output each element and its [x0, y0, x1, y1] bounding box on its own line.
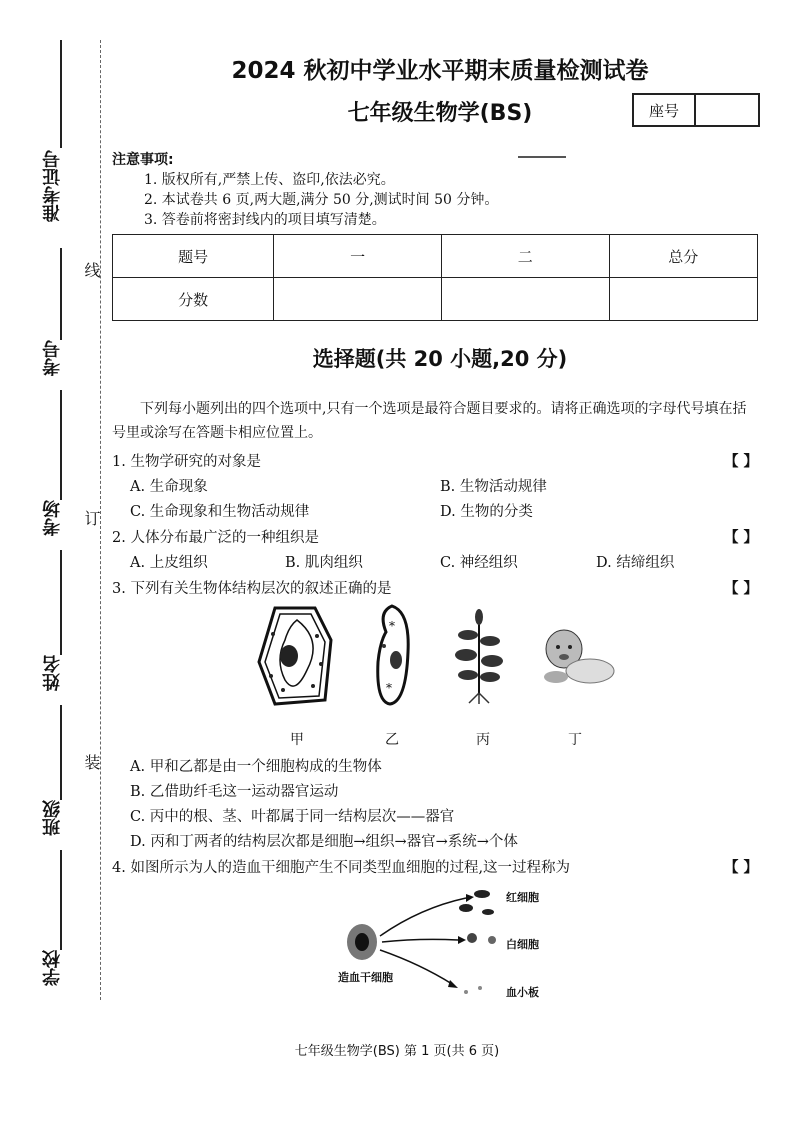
option-b: B. 生物活动规律 — [440, 479, 547, 495]
seat-label: 座号 — [634, 95, 696, 125]
score-header-total: 总分 — [609, 235, 757, 278]
question-2 — [112, 526, 758, 547]
class-label: 班级 — [42, 800, 63, 836]
red-blood-cell-label: 红细胞 — [506, 891, 539, 904]
svg-text:*: * — [389, 619, 395, 633]
plant-cell-image — [255, 600, 335, 710]
answer-bracket[interactable]: 【 】 — [723, 860, 758, 876]
white-blood-cell-label: 白细胞 — [506, 938, 539, 951]
score-cell[interactable] — [441, 278, 609, 321]
score-cell[interactable] — [609, 278, 757, 321]
question-3 — [112, 577, 758, 598]
exam-subtitle: 七年级生物学(BS) — [347, 101, 533, 126]
score-header-part2: 二 — [441, 235, 609, 278]
figure-label-yi: 乙 — [385, 732, 399, 748]
score-table-row — [113, 278, 758, 321]
exam-number-label: 考号 — [42, 340, 63, 376]
bind-word-bind: 装 — [82, 754, 101, 770]
note-item: 2. 本试卷共 6 页,两大题,满分 50 分,测试时间 50 分钟。 — [144, 192, 499, 208]
section-instructions: 下列每小题列出的四个选项中,只有一个选项是最符合题目要求的。请将正确选项的字母代号填在括号里或涂写在答题卡相应位置上。 — [112, 401, 747, 441]
page-footer: 七年级生物学(BS) 第 1 页(共 6 页) — [294, 1044, 500, 1059]
option-a: A. 甲和乙都是由一个细胞构成的生物体 — [130, 759, 382, 775]
question-stem: 1. 生物学研究的对象是 — [112, 454, 261, 470]
figure-label-ding: 丁 — [568, 732, 582, 748]
answer-bracket[interactable]: 【 】 — [723, 581, 758, 597]
plant-image — [454, 605, 504, 705]
exam-title: 2024 秋初中学业水平期末质量检测试卷 — [231, 58, 649, 84]
exam-id-label: 准考证号 — [42, 150, 63, 222]
question-stem: 4. 如图所示为人的造血干细胞产生不同类型血细胞的过程,这一过程称为 — [112, 860, 571, 876]
score-header-part1: 一 — [274, 235, 442, 278]
figure-label-bing: 丙 — [476, 732, 490, 748]
score-cell[interactable] — [274, 278, 442, 321]
option-d: D. 结缔组织 — [596, 555, 675, 571]
question-stem: 2. 人体分布最广泛的一种组织是 — [112, 530, 319, 546]
score-row-label: 分数 — [113, 278, 274, 321]
score-header-number: 题号 — [113, 235, 274, 278]
note-item: 1. 版权所有,严禁上传、盗印,依法必究。 — [144, 172, 395, 188]
option-a: A. 上皮组织 — [130, 555, 208, 571]
baby-image — [538, 625, 618, 689]
notes — [112, 150, 498, 230]
bind-word-line: 线 — [82, 262, 101, 278]
option-d: D. 生物的分类 — [440, 504, 533, 520]
school-label: 学校 — [42, 950, 63, 986]
option-c: C. 生命现象和生物活动规律 — [130, 504, 310, 520]
score-table-header-row — [113, 235, 758, 278]
score-table — [112, 234, 758, 321]
seat-value — [696, 95, 758, 125]
question-4 — [112, 856, 758, 877]
option-b: B. 肌肉组织 — [285, 555, 363, 571]
bind-word-staple: 订 — [82, 510, 101, 526]
option-d: D. 丙和丁两者的结构层次都是细胞→组织→器官→系统→个体 — [130, 834, 518, 850]
section-title: 选择题(共 20 小题,20 分) — [312, 347, 568, 371]
figure-label-jia: 甲 — [290, 732, 304, 748]
notes-heading: 注意事项: — [112, 152, 174, 168]
scan-mark — [518, 156, 566, 158]
question-1 — [112, 450, 758, 471]
option-c: C. 丙中的根、茎、叶都属于同一结构层次——器官 — [130, 809, 455, 825]
seat-number-box — [632, 93, 760, 127]
question-stem: 3. 下列有关生物体结构层次的叙述正确的是 — [112, 581, 392, 597]
paramecium-image — [372, 602, 414, 708]
answer-bracket[interactable]: 【 】 — [723, 454, 758, 470]
exam-room-label: 考场 — [42, 500, 63, 536]
note-item: 3. 答卷前将密封线内的项目填写清楚。 — [144, 212, 386, 228]
platelet-label: 血小板 — [506, 986, 539, 999]
option-c: C. 神经组织 — [440, 555, 518, 571]
answer-bracket[interactable]: 【 】 — [723, 530, 758, 546]
option-a: A. 生命现象 — [130, 479, 208, 495]
option-b: B. 乙借助纤毛这一运动器官运动 — [130, 784, 339, 800]
name-label: 姓名 — [42, 655, 63, 691]
stem-cell-label: 造血干细胞 — [338, 971, 393, 984]
svg-text:*: * — [386, 681, 392, 695]
